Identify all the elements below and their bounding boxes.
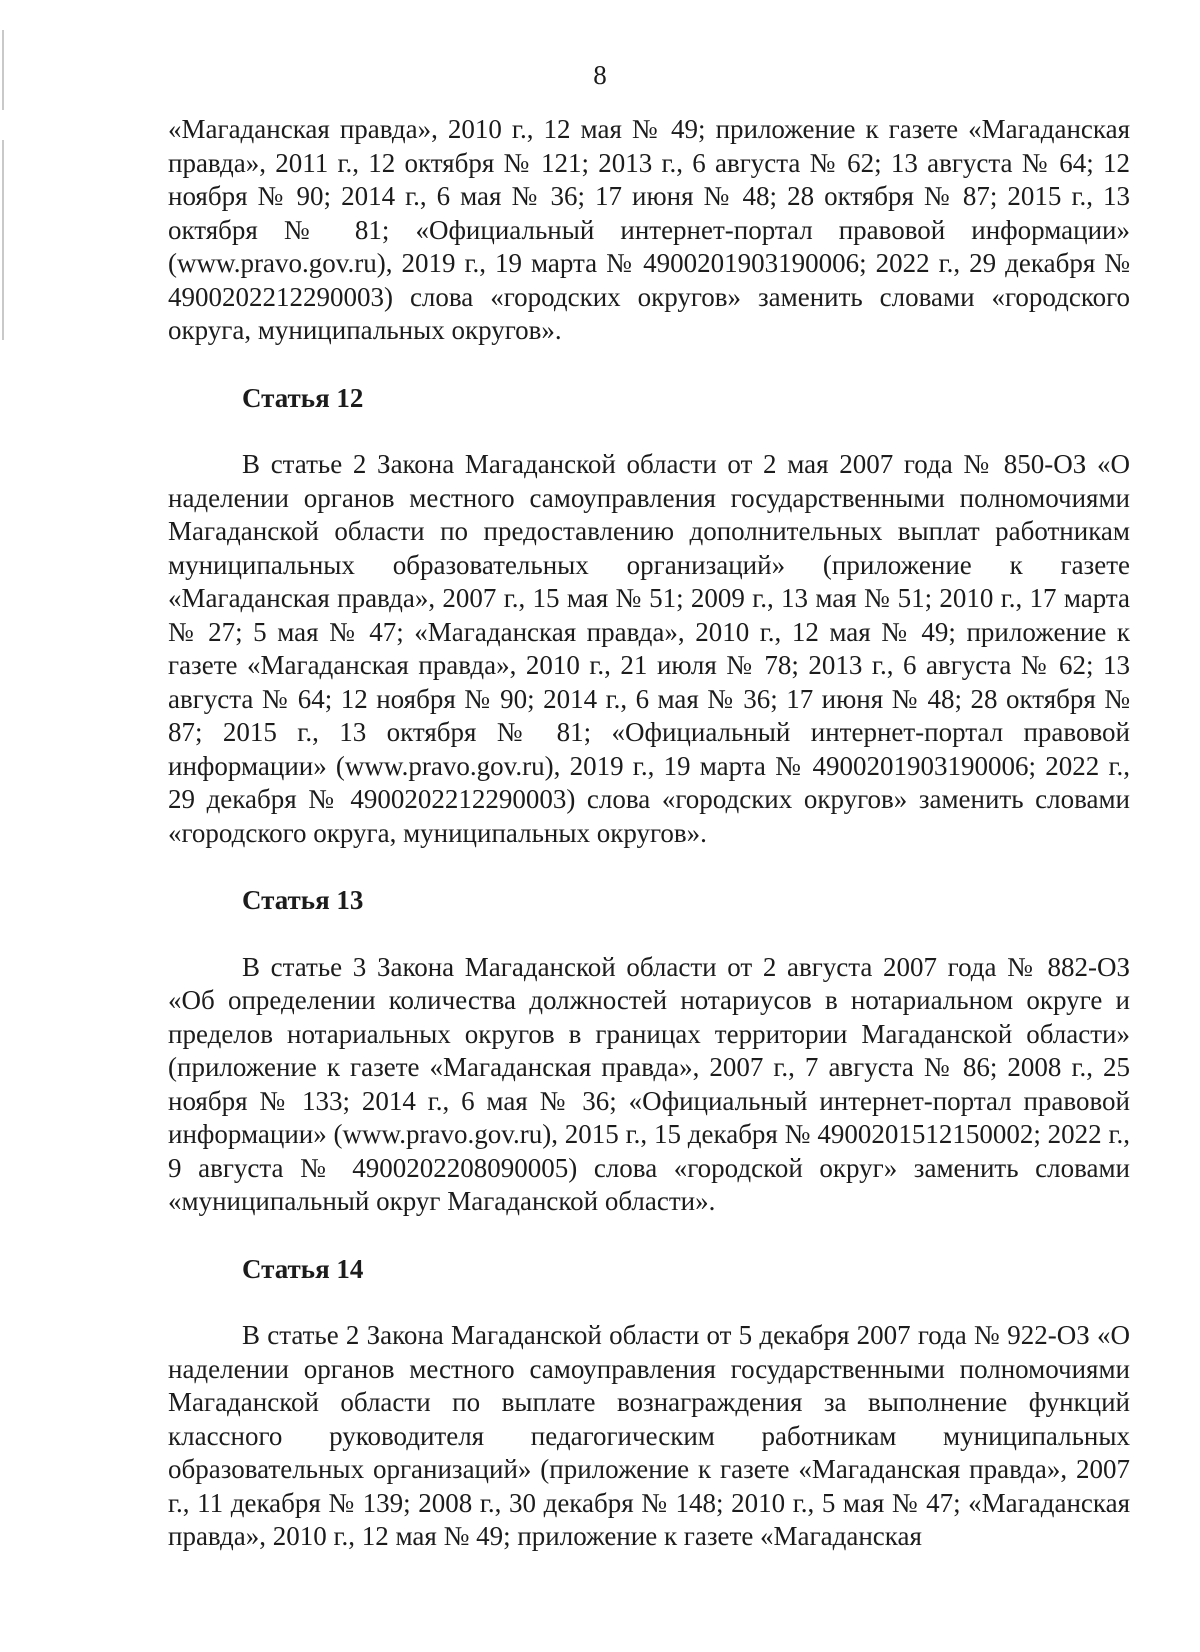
article-12-title: Статья 12 — [242, 382, 364, 413]
article-12-text: В статье 2 Закона Магаданской области от 2 мая 2007 года № 850-ОЗ «О наделении органов местного самоуправления государственными полномочиями Магаданской области по предоставлению дополнительных выплат работникам муниципальных образовательных организаций» (приложение к газете «Магаданская правда», 2007 г., 15 мая № 51; 2009 г., 13 мая № 51; 2010 г., 17 марта № 27; 5 мая № 47; «Магаданская правда», 2010 г., 12 мая № 49; приложение к газете «Магаданская правда», 2010 г., 21 июля № 78; 2013 г., 6 августа № 62; 13 августа № 64; 12 ноября № 90; 2014 г., 6 мая № 36; 17 июня № 48; 28 октября № 87; 2015 г., 13 октября № 81; «Официальный интернет-портал правовой информации» (www.pravo.gov.ru), 2019 г., 19 марта № 4900201903190006; 2022 г., 29 декабря № 4900202212290003) слова «городских округов» заменить словами «городского округа, муниципальных округов». — [168, 449, 1130, 848]
scan-edge-mark — [2, 140, 4, 340]
article-14-title: Статья 14 — [242, 1253, 364, 1284]
page-number: 8 — [593, 60, 607, 90]
article-13-text: В статье 3 Закона Магаданской области от 2 августа 2007 года № 882-ОЗ «Об определении количества должностей нотариусов в нотариальном округе и пределов нотариальных округов в границах территории Магаданской области» (приложение к газете «Магаданская правда», 2007 г., 7 августа № 86; 2008 г., 25 ноября № 133; 2014 г., 6 мая № 36; «Официальный интернет-портал правовой информации» (www.pravo.gov.ru), 2015 г., 15 декабря № 4900201512150002; 2022 г., 9 августа № 4900202208090005) слова «городской округ» заменить словами «муниципальный округ Магаданской области». — [168, 951, 1130, 1216]
continuation-paragraph: «Магаданская правда», 2010 г., 12 мая № 49; приложение к газете «Магаданская правда», 2011 г., 12 октября № 121; 2013 г., 6 августа № 62; 13 августа № 64; 12 ноября № 90; 2014 г., 6 мая № 36; 17 июня № 48; 28 октября № 87; 2015 г., 13 октября № 81; «Официальный интернет-портал правовой информации» (www.pravo.gov.ru), 2019 г., 19 марта № 4900201903190006; 2022 г., 29 декабря № 4900202212290003) слова «городских округов» заменить словами «городского округа, муниципальных округов». — [168, 114, 1130, 345]
article-14-text: В статье 2 Закона Магаданской области от 5 декабря 2007 года № 922-ОЗ «О наделении органов местного самоуправления государственными полномочиями Магаданской области по выплате вознаграждения за выполнение функций классного руководителя педагогическим работникам муниципальных образовательных организаций» (приложение к газете «Магаданская правда», 2007 г., 11 декабря № 139; 2008 г., 30 декабря № 148; 2010 г., 5 мая № 47; «Магаданская правда», 2010 г., 12 мая № 49; приложение к газете «Магаданская — [168, 1320, 1130, 1551]
article-13-title: Статья 13 — [242, 885, 364, 915]
document-body — [168, 113, 1130, 1554]
